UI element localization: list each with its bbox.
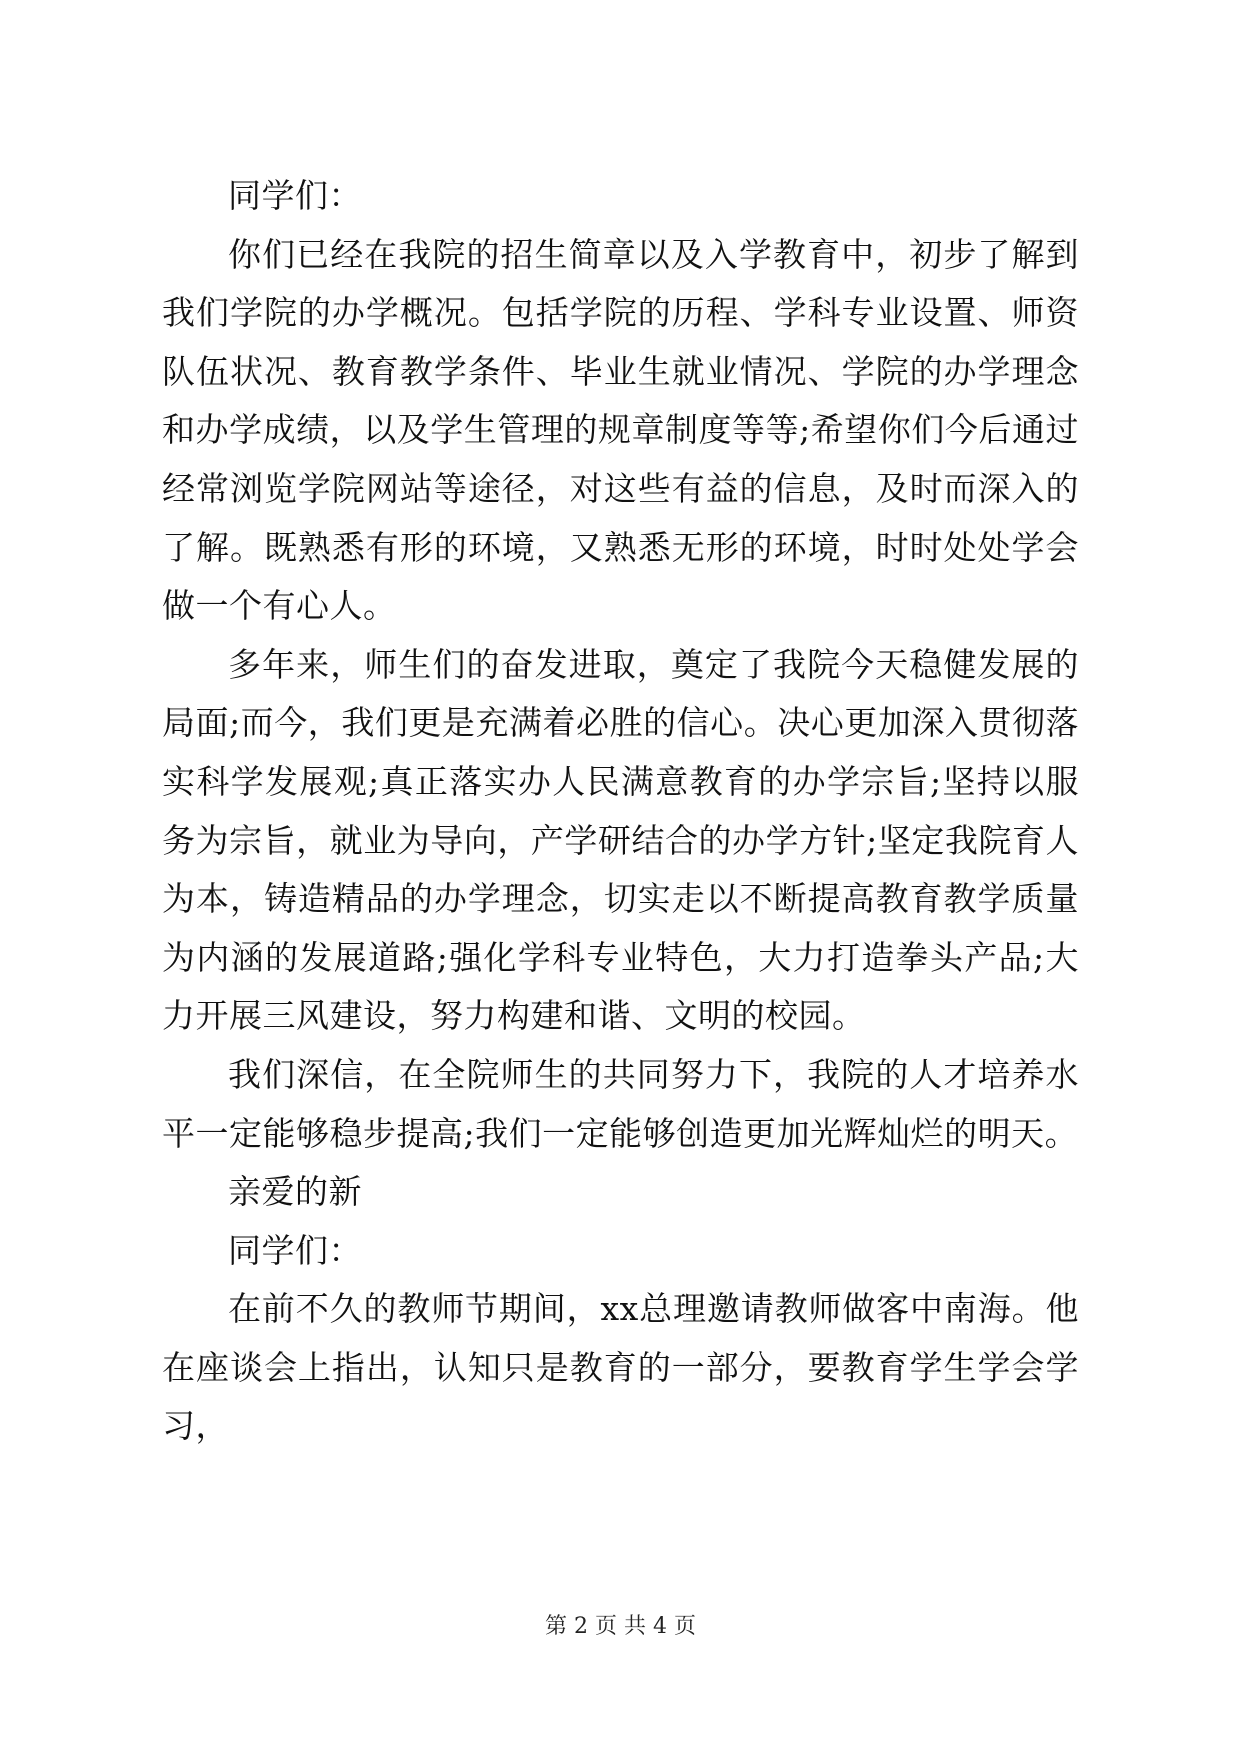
paragraph-intro: 你们已经在我院的招生简章以及入学教育中，初步了解到我们学院的办学概况。包括学院的历程、学科专业设置、师资队伍状况、教育教学条件、毕业生就业情况、学院的办学理念和办学成绩，以及学生管理的规章制度等等;希望你们今后通过经常浏览学院网站等途径，对这些有益的信息，及时而深入的了解。既熟悉有形的环境，又熟悉无形的环境，时时处处学会做一个有心人。 (162, 234, 1079, 626)
paragraph-greeting: 亲爱的新 (228, 1172, 362, 1212)
paragraph-development: 多年来，师生们的奋发进取，奠定了我院今天稳健发展的局面;而今，我们更是充满着必胜的信心。决心更加深入贯彻落实科学发展观;真正落实办人民满意教育的办学宗旨;坚持以服务为宗旨，就业为导向，产学研结合的办学方针;坚定我院育人为本，铸造精品的办学理念，切实走以不断提高教育教学质量为内涵的发展道路;强化学科专业特色，大力打造拳头产品;大力开展三风建设，努力构建和谐、文明的校园。 (162, 644, 1079, 1036)
paragraph-teachers-day: 在前不久的教师节期间，xx总理邀请教师做客中南海。他在座谈会上指出，认知只是教育的一部分，要教育学生学会学习， (162, 1289, 1079, 1446)
page-number-footer: 第 2 页 共 4 页 (545, 1614, 696, 1639)
paragraph-salutation: 同学们： (228, 176, 362, 215)
paragraph-belief: 我们深信，在全院师生的共同努力下，我院的人才培养水平一定能够稳步提高;我们一定能够创造更加光辉灿烂的明天。 (162, 1054, 1079, 1153)
paragraph-salutation-2: 同学们： (228, 1230, 362, 1270)
document-body (162, 167, 1079, 1456)
